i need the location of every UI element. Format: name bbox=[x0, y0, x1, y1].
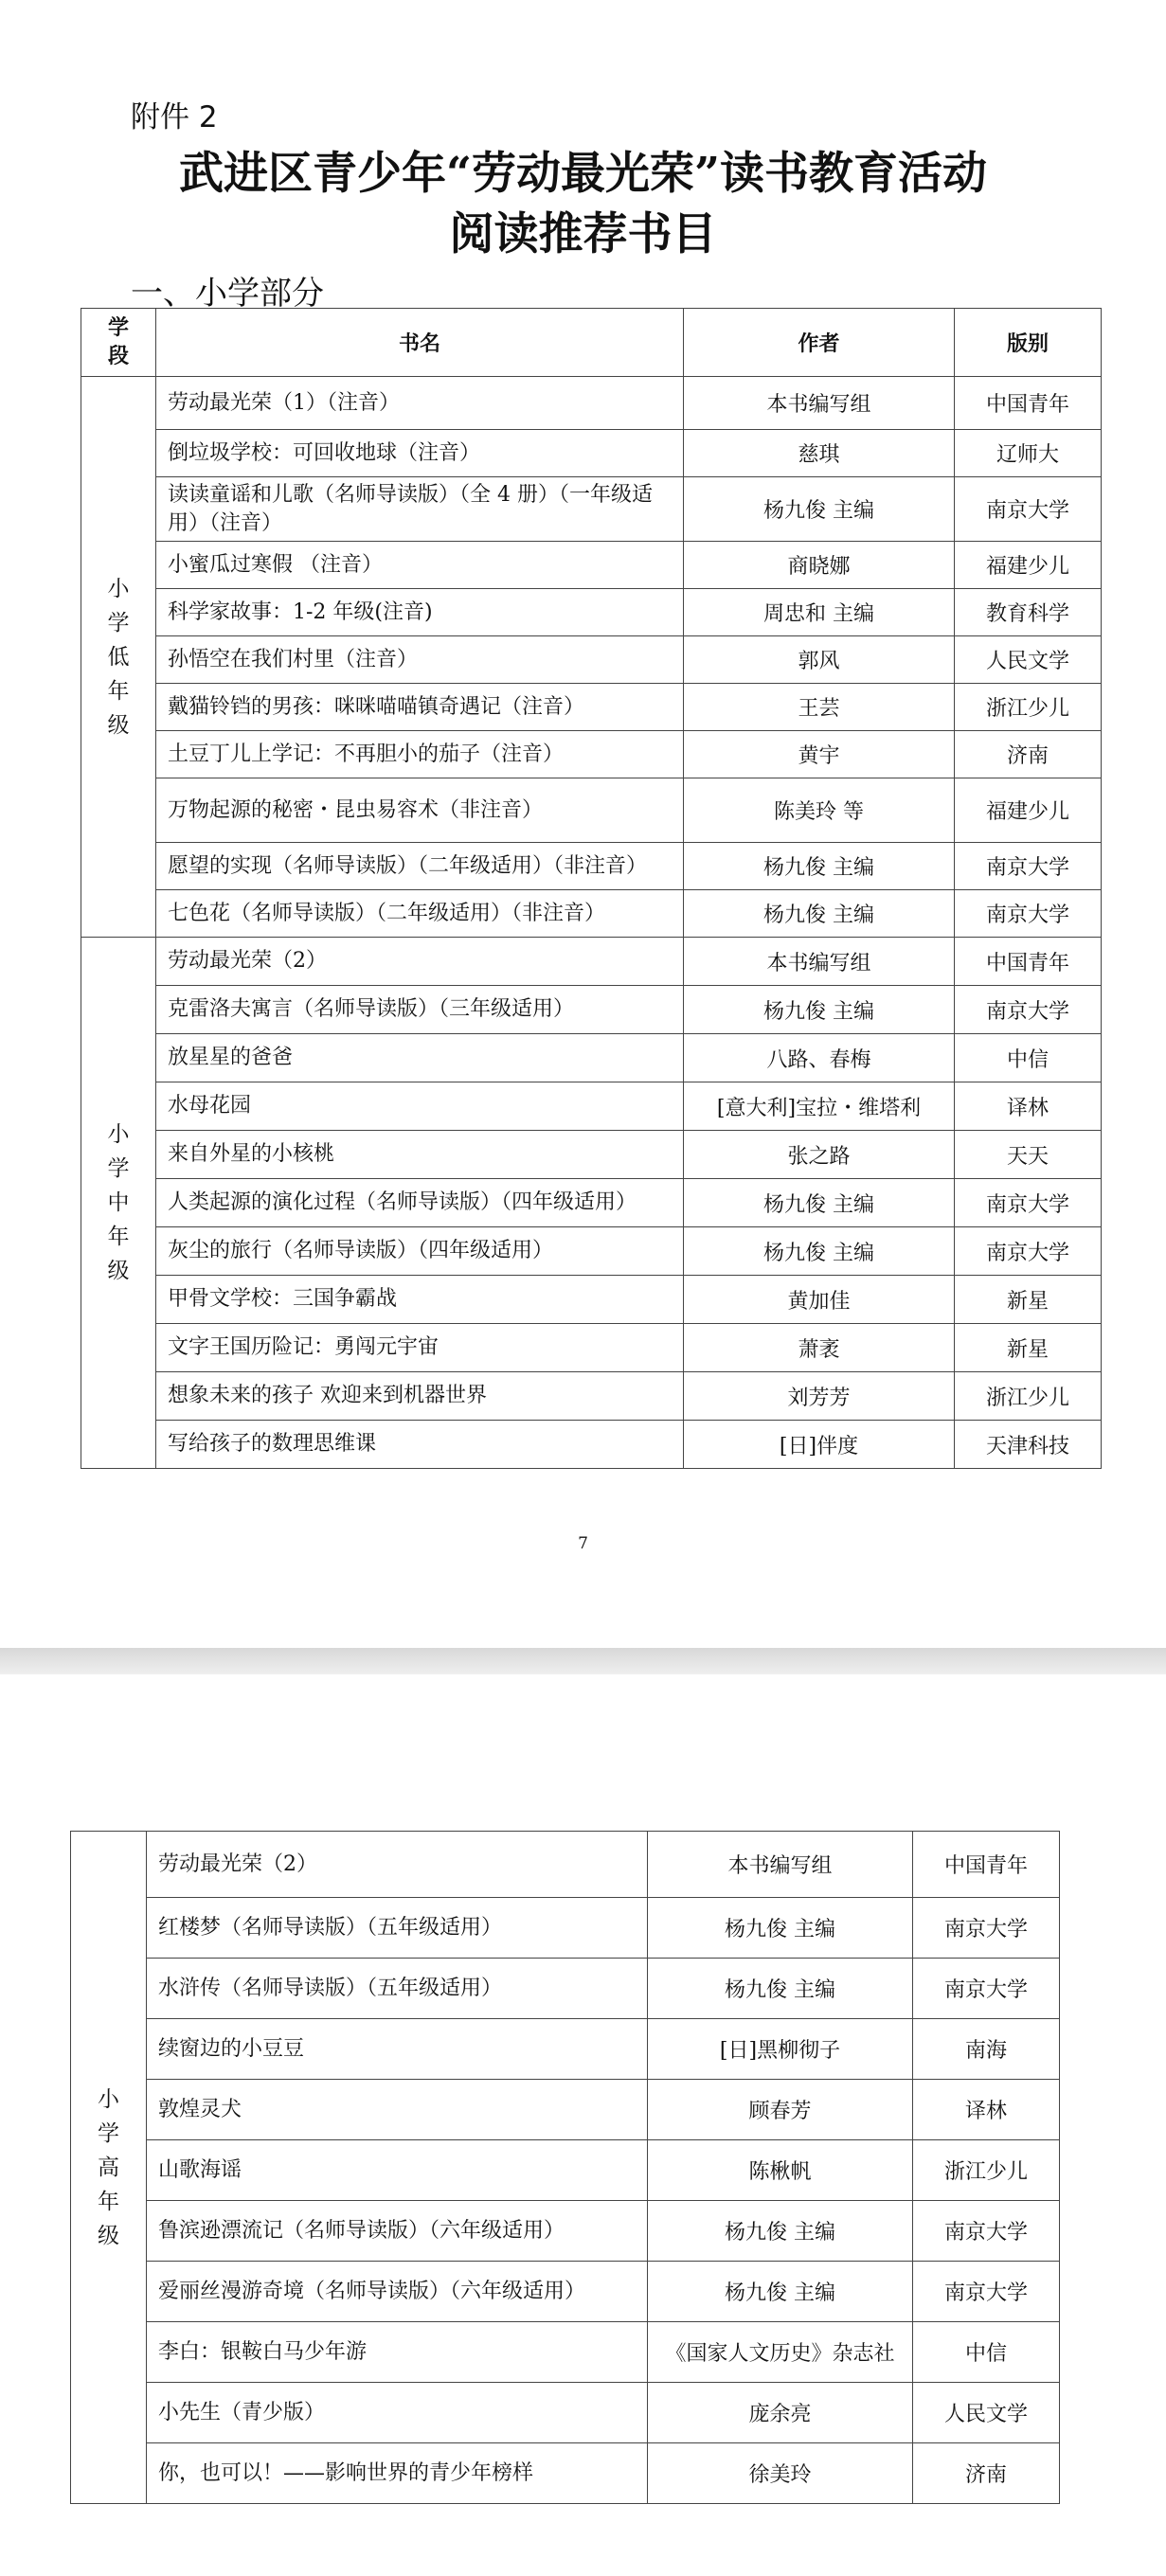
document-title-line1: 武进区青少年“劳动最光荣”读书教育活动 bbox=[178, 148, 988, 200]
book-title-cell: 文字王国历险记：勇闯元宇宙 bbox=[156, 1324, 684, 1372]
book-publisher-cell: 南京大学 bbox=[955, 843, 1102, 890]
book-author-cell: 杨九俊 主编 bbox=[648, 2262, 913, 2322]
book-title-cell: 水浒传（名师导读版）（五年级适用） bbox=[147, 1959, 648, 2019]
book-row bbox=[81, 1421, 1102, 1469]
book-publisher-cell: 新星 bbox=[955, 1276, 1102, 1324]
book-author-cell: [日]伴度 bbox=[684, 1421, 955, 1469]
book-publisher-cell: 南京大学 bbox=[955, 1179, 1102, 1227]
book-row bbox=[81, 377, 1102, 430]
book-row bbox=[81, 778, 1102, 843]
book-publisher-cell: 济南 bbox=[913, 2443, 1060, 2504]
document-title-line2: 阅读推荐书目 bbox=[449, 208, 717, 260]
book-publisher-cell: 新星 bbox=[955, 1324, 1102, 1372]
book-publisher-cell: 中信 bbox=[913, 2322, 1060, 2383]
book-author-cell: 杨九俊 主编 bbox=[684, 986, 955, 1034]
book-title-cell: 七色花（名师导读版）（二年级适用）（非注音） bbox=[156, 890, 684, 938]
book-title-cell: 放星星的爸爸 bbox=[156, 1034, 684, 1082]
book-title-cell: 戴猫铃铛的男孩：咪咪喵喵镇奇遇记（注音） bbox=[156, 684, 684, 731]
book-publisher-cell: 中国青年 bbox=[955, 938, 1102, 986]
book-author-cell: [日]黑柳彻子 bbox=[648, 2019, 913, 2080]
book-row bbox=[81, 938, 1102, 986]
book-publisher-cell: 南京大学 bbox=[955, 1227, 1102, 1276]
grade-level-cell bbox=[71, 1832, 147, 2504]
book-author-cell: 王芸 bbox=[684, 684, 955, 731]
book-publisher-cell: 中信 bbox=[955, 1034, 1102, 1082]
book-row bbox=[71, 2322, 1060, 2383]
book-row bbox=[81, 1276, 1102, 1324]
book-author-cell: 本书编写组 bbox=[684, 377, 955, 430]
book-row bbox=[81, 1227, 1102, 1276]
book-title-cell: 想象未来的孩子 欢迎来到机器世界 bbox=[156, 1372, 684, 1421]
book-title-cell: 山歌海谣 bbox=[147, 2140, 648, 2201]
book-title-cell: 孙悟空在我们村里（注音） bbox=[156, 636, 684, 684]
book-title-cell: 写给孩子的数理思维课 bbox=[156, 1421, 684, 1469]
col-header-title: 书名 bbox=[156, 309, 684, 377]
book-row bbox=[71, 1898, 1060, 1959]
book-row bbox=[71, 2383, 1060, 2443]
book-row bbox=[81, 684, 1102, 731]
book-title-cell: 来自外星的小核桃 bbox=[156, 1131, 684, 1179]
book-title-cell: 灰尘的旅行（名师导读版）（四年级适用） bbox=[156, 1227, 684, 1276]
book-row bbox=[81, 1179, 1102, 1227]
book-row bbox=[81, 1372, 1102, 1421]
book-row bbox=[81, 477, 1102, 542]
book-author-cell: 《国家人文历史》杂志社 bbox=[648, 2322, 913, 2383]
book-title-cell: 克雷洛夫寓言（名师导读版）（三年级适用） bbox=[156, 986, 684, 1034]
book-publisher-cell: 中国青年 bbox=[955, 377, 1102, 430]
book-title-cell: 鲁滨逊漂流记（名师导读版）（六年级适用） bbox=[147, 2201, 648, 2262]
book-author-cell: 杨九俊 主编 bbox=[648, 1898, 913, 1959]
book-author-cell: 黄加佳 bbox=[684, 1276, 955, 1324]
book-row bbox=[81, 1082, 1102, 1131]
col-header-author: 作者 bbox=[684, 309, 955, 377]
book-author-cell: 徐美玲 bbox=[648, 2443, 913, 2504]
book-row bbox=[81, 1131, 1102, 1179]
book-publisher-cell: 福建少儿 bbox=[955, 778, 1102, 843]
book-title-cell: 愿望的实现（名师导读版）（二年级适用）（非注音） bbox=[156, 843, 684, 890]
book-author-cell: 顾春芳 bbox=[648, 2080, 913, 2140]
page-divider bbox=[0, 1648, 1166, 1674]
book-row bbox=[81, 986, 1102, 1034]
book-publisher-cell: 南京大学 bbox=[913, 2262, 1060, 2322]
grade-level-label: 小学高年级 bbox=[98, 2086, 119, 2248]
book-title-cell: 爱丽丝漫游奇境（名师导读版）（六年级适用） bbox=[147, 2262, 648, 2322]
book-row bbox=[81, 1034, 1102, 1082]
book-author-cell: 张之路 bbox=[684, 1131, 955, 1179]
book-row bbox=[71, 2140, 1060, 2201]
book-publisher-cell: 福建少儿 bbox=[955, 542, 1102, 589]
book-title-cell: 万物起源的秘密・昆虫易容术（非注音） bbox=[156, 778, 684, 843]
book-publisher-cell: 浙江少儿 bbox=[913, 2140, 1060, 2201]
book-publisher-cell: 南京大学 bbox=[913, 2201, 1060, 2262]
book-publisher-cell: 南京大学 bbox=[913, 1959, 1060, 2019]
book-publisher-cell: 浙江少儿 bbox=[955, 684, 1102, 731]
book-row bbox=[81, 589, 1102, 636]
book-author-cell: 杨九俊 主编 bbox=[684, 843, 955, 890]
book-title-cell: 劳动最光荣（2） bbox=[156, 938, 684, 986]
book-author-cell: 杨九俊 主编 bbox=[684, 1179, 955, 1227]
book-row bbox=[81, 430, 1102, 477]
book-row bbox=[71, 2019, 1060, 2080]
book-row bbox=[71, 2262, 1060, 2322]
book-title-cell: 劳动最光荣（1）（注音） bbox=[156, 377, 684, 430]
book-row bbox=[81, 890, 1102, 938]
table-header-row bbox=[81, 309, 1102, 377]
page-number: 7 bbox=[578, 1534, 588, 1553]
book-row bbox=[81, 731, 1102, 778]
book-title-cell: 科学家故事：1-2 年级(注音) bbox=[156, 589, 684, 636]
book-publisher-cell: 中国青年 bbox=[913, 1832, 1060, 1898]
book-row bbox=[71, 2443, 1060, 2504]
book-row bbox=[71, 1832, 1060, 1898]
book-author-cell: 杨九俊 主编 bbox=[648, 1959, 913, 2019]
book-publisher-cell: 天津科技 bbox=[955, 1421, 1102, 1469]
attachment-label: 附件 2 bbox=[131, 100, 218, 134]
book-author-cell: 郭风 bbox=[684, 636, 955, 684]
book-publisher-cell: 人民文学 bbox=[955, 636, 1102, 684]
book-author-cell: 陈楸帆 bbox=[648, 2140, 913, 2201]
book-row bbox=[81, 636, 1102, 684]
book-author-cell: 杨九俊 主编 bbox=[684, 1227, 955, 1276]
book-row bbox=[81, 1324, 1102, 1372]
book-row bbox=[71, 2080, 1060, 2140]
book-author-cell: 刘芳芳 bbox=[684, 1372, 955, 1421]
document-page-2 bbox=[0, 1674, 1166, 2576]
grade-level-cell bbox=[81, 938, 156, 1469]
book-author-cell: 杨九俊 主编 bbox=[648, 2201, 913, 2262]
book-title-cell: 小蜜瓜过寒假 （注音） bbox=[156, 542, 684, 589]
book-title-cell: 劳动最光荣（2） bbox=[147, 1832, 648, 1898]
book-publisher-cell: 浙江少儿 bbox=[955, 1372, 1102, 1421]
book-title-cell: 你，也可以！——影响世界的青少年榜样 bbox=[147, 2443, 648, 2504]
book-publisher-cell: 济南 bbox=[955, 731, 1102, 778]
book-row bbox=[81, 843, 1102, 890]
booklist-table-primary bbox=[81, 308, 1102, 1469]
booklist-table-upper-grade bbox=[70, 1831, 1060, 2504]
book-publisher-cell: 天天 bbox=[955, 1131, 1102, 1179]
book-author-cell: 萧袤 bbox=[684, 1324, 955, 1372]
book-publisher-cell: 译林 bbox=[913, 2080, 1060, 2140]
book-author-cell: 周忠和 主编 bbox=[684, 589, 955, 636]
book-row bbox=[71, 1959, 1060, 2019]
book-row bbox=[81, 542, 1102, 589]
book-publisher-cell: 教育科学 bbox=[955, 589, 1102, 636]
book-title-cell: 土豆丁儿上学记：不再胆小的茄子（注音） bbox=[156, 731, 684, 778]
book-author-cell: 慈琪 bbox=[684, 430, 955, 477]
grade-level-label: 小学中年级 bbox=[107, 1122, 130, 1283]
book-title-cell: 小先生（青少版） bbox=[147, 2383, 648, 2443]
book-publisher-cell: 南京大学 bbox=[955, 477, 1102, 542]
book-title-cell: 读读童谣和儿歌（名师导读版）（全 4 册）（一年级适用）（注音） bbox=[156, 477, 684, 542]
col-header-grade: 学段 bbox=[81, 309, 156, 377]
book-publisher-cell: 南海 bbox=[913, 2019, 1060, 2080]
book-author-cell: 八路、春梅 bbox=[684, 1034, 955, 1082]
book-title-cell: 李白：银鞍白马少年游 bbox=[147, 2322, 648, 2383]
book-publisher-cell: 译林 bbox=[955, 1082, 1102, 1131]
book-publisher-cell: 人民文学 bbox=[913, 2383, 1060, 2443]
book-publisher-cell: 南京大学 bbox=[955, 890, 1102, 938]
book-title-cell: 续窗边的小豆豆 bbox=[147, 2019, 648, 2080]
col-header-publisher: 版别 bbox=[955, 309, 1102, 377]
book-author-cell: 庞余亮 bbox=[648, 2383, 913, 2443]
book-title-cell: 水母花园 bbox=[156, 1082, 684, 1131]
book-publisher-cell: 南京大学 bbox=[913, 1898, 1060, 1959]
book-row bbox=[71, 2201, 1060, 2262]
book-publisher-cell: 南京大学 bbox=[955, 986, 1102, 1034]
grade-level-cell bbox=[81, 377, 156, 938]
book-title-cell: 红楼梦（名师导读版）（五年级适用） bbox=[147, 1898, 648, 1959]
book-author-cell: [意大利]宝拉・维塔利 bbox=[684, 1082, 955, 1131]
book-title-cell: 倒垃圾学校：可回收地球（注音） bbox=[156, 430, 684, 477]
book-author-cell: 商晓娜 bbox=[684, 542, 955, 589]
book-author-cell: 杨九俊 主编 bbox=[684, 477, 955, 542]
book-title-cell: 敦煌灵犬 bbox=[147, 2080, 648, 2140]
book-author-cell: 陈美玲 等 bbox=[684, 778, 955, 843]
book-title-cell: 甲骨文学校：三国争霸战 bbox=[156, 1276, 684, 1324]
book-author-cell: 黄宇 bbox=[684, 731, 955, 778]
book-publisher-cell: 辽师大 bbox=[955, 430, 1102, 477]
book-author-cell: 本书编写组 bbox=[684, 938, 955, 986]
book-author-cell: 本书编写组 bbox=[648, 1832, 913, 1898]
grade-level-label: 小学低年级 bbox=[107, 576, 130, 738]
book-title-cell: 人类起源的演化过程（名师导读版）（四年级适用） bbox=[156, 1179, 684, 1227]
section-heading: 一、小学部分 bbox=[131, 275, 324, 313]
book-author-cell: 杨九俊 主编 bbox=[684, 890, 955, 938]
